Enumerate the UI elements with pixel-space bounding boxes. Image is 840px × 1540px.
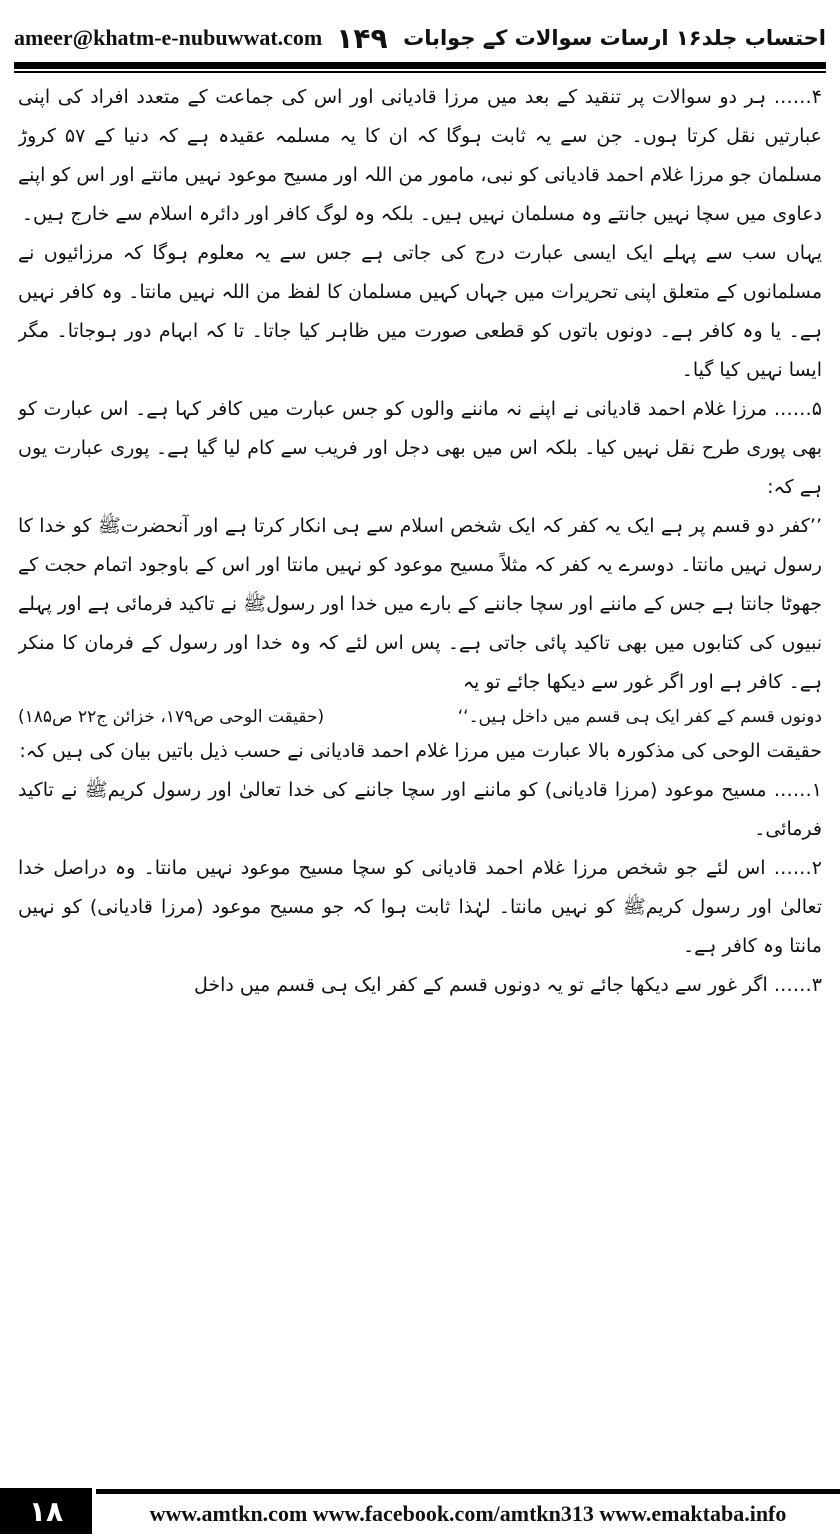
header-title: احتساب جلد۱۶ ارسات سوالات کے جوابات	[403, 26, 826, 50]
paragraph-4: ۴…… ہر دو سوالات پر تنقید کے بعد میں مرزا قادیانی اور اس کی جماعت کے متعدد افراد کی اپنی عبارتیں نقل کرتا ہوں۔ جن سے یہ ثابت ہوگا کہ ان کا یہ مسلمہ عقیدہ ہے کہ دنیا کے ۵۷ کروڑ مسلمان جو مرزا غلام احمد قادیانی کو نبی، مامور من اللہ اور مسیح موعود نہیں مانتے اور اس کو اپنے دعاوی میں سچا نہیں جانتے وہ مسلمان نہیں ہیں۔ بلکہ وہ لوگ کافر اور دائرہ اسلام سے خارج ہیں۔	[18, 86, 822, 225]
header-rule-thick	[14, 62, 826, 69]
point-1: ۱…… مسیح موعود (مرزا قادیانی) کو ماننے اور سچا جاننے کی خدا تعالیٰ اور رسول کریمﷺ نے تاکید فرمائی۔	[18, 779, 822, 840]
reference: (حقیقت الوحی ص۱۷۹، خزائن ج۲۲ ص۱۸۵)	[18, 707, 325, 727]
paragraph-summary: حقیقت الوحی کی مذکورہ بالا عبارت میں مرزا غلام احمد قادیانی نے حسب ذیل باتیں بیان کی ہیں کہ:	[19, 740, 822, 762]
header-rule-thin	[14, 71, 826, 73]
footer-links: www.amtkn.com www.facebook.com/amtkn313 www.emaktaba.info	[96, 1489, 840, 1534]
header-email: ameer@khatm-e-nubuwwat.com	[14, 25, 323, 50]
quote-end: دونوں قسم کے کفر ایک ہی قسم میں داخل ہیں۔‘‘	[457, 707, 822, 727]
point-3: ۳…… اگر غور سے دیکھا جائے تو یہ دونوں قسم کے کفر ایک ہی قسم میں داخل	[193, 974, 822, 996]
quotation: ’’کفر دو قسم پر ہے ایک یہ کفر کہ ایک شخص اسلام سے ہی انکار کرتا ہے اور آنحضرتﷺ کو خدا کا رسول نہیں مانتا۔ دوسرے یہ کفر کہ مثلاً مسیح موعود کو نہیں مانتا اور اس کے باوجود اتمام حجت کے جھوٹا جانتا ہے جس کے ماننے اور سچا جاننے کے بارے میں خدا اور رسولﷺ نے تاکید فرمائی ہے اور پہلے نبیوں کی کتابوں میں بھی تاکید پائی جاتی ہے۔ پس اس لئے کہ وہ خدا اور رسول کے فرمان کا منکر ہے۔ کافر ہے اور اگر غور سے دیکھا جائے تو یہ	[18, 515, 822, 693]
page-header	[14, 16, 826, 60]
page-footer	[0, 1488, 840, 1534]
quote-end-line	[18, 702, 822, 732]
footer-page-number: ۱۸	[0, 1488, 92, 1534]
point-2: ۲…… اس لئے جو شخص مرزا غلام احمد قادیانی کو سچا مسیح موعود نہیں مانتا۔ وہ دراصل خدا تعالیٰ اور رسول کریمﷺ کو نہیں مانتا۔ لہٰذا ثابت ہوا کہ جو مسیح موعود (مرزا قادیانی) کو نہیں مانتا وہ کافر ہے۔	[18, 857, 822, 957]
paragraph-intro: یہاں سب سے پہلے ایک ایسی عبارت درج کی جاتی ہے جس سے یہ معلوم ہوگا کہ مرزائیوں نے مسلمانوں کے متعلق اپنی تحریرات میں جہاں کہیں مسلمان کا لفظ من اللہ نہیں مانتا۔ وہ کافر نہیں ہے۔ یا وہ کافر ہے۔ دونوں باتوں کو قطعی صورت میں ظاہر کیا جاتا۔ تا کہ ابہام دور ہوجاتا۔ مگر ایسا نہیں کیا گیا۔	[18, 242, 822, 381]
header-page-number: ۱۴۹	[336, 21, 388, 55]
paragraph-5: ۵…… مرزا غلام احمد قادیانی نے اپنے نہ ماننے والوں کو جس عبارت میں کافر کہا ہے۔ اس عبارت کو بھی پوری طرح نقل نہیں کیا۔ بلکہ اس میں بھی دجل اور فریب سے کام لیا گیا ہے۔ پوری عبارت یوں ہے کہ:	[18, 398, 822, 498]
page-body	[18, 78, 822, 1456]
